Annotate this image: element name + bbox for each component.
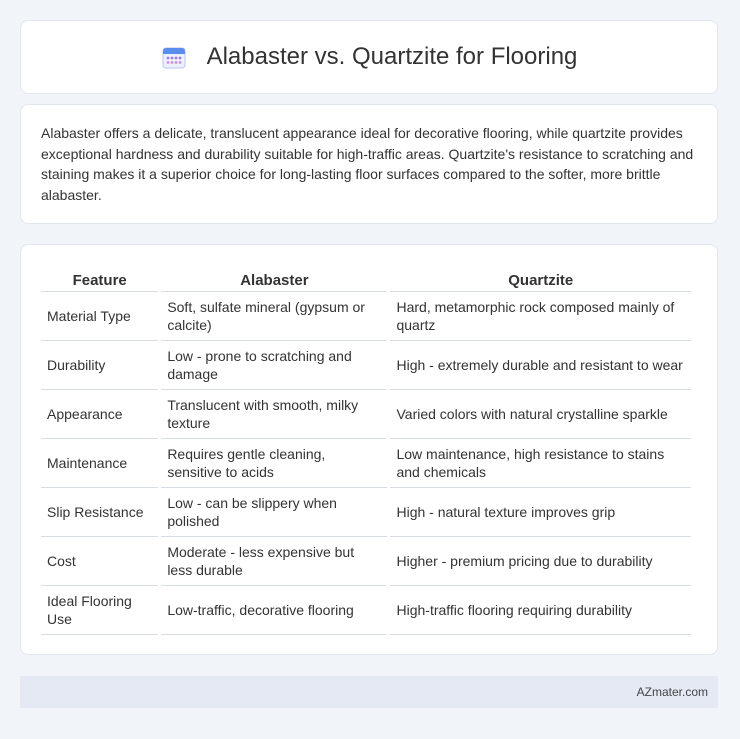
table-row [41,292,691,341]
comparison-table-card [20,244,718,655]
cell-feature: Slip Resistance [41,488,158,537]
cell-feature: Cost [41,537,158,586]
table-row [41,341,691,390]
footer [20,676,718,708]
cell-feature: Maintenance [41,439,158,488]
table-row [41,390,691,439]
header-feature: Feature [41,263,158,292]
cell-alabaster: Moderate - less expensive but less durable [161,537,387,586]
cell-quartzite: High - extremely durable and resistant to wear [390,341,691,390]
cell-feature: Appearance [41,390,158,439]
summary-card [20,104,718,224]
title-card [20,20,718,94]
comparison-table [38,263,694,635]
calendar-icon [161,44,187,70]
table-row [41,488,691,537]
cell-feature: Ideal Flooring Use [41,586,158,635]
cell-alabaster: Low-traffic, decorative flooring [161,586,387,635]
header-quartzite: Quartzite [390,263,691,292]
cell-alabaster: Translucent with smooth, milky texture [161,390,387,439]
header-alabaster: Alabaster [161,263,387,292]
cell-quartzite: Hard, metamorphic rock composed mainly of quartz [390,292,691,341]
cell-quartzite: High - natural texture improves grip [390,488,691,537]
cell-alabaster: Requires gentle cleaning, sensitive to acids [161,439,387,488]
table-header-row [41,263,691,292]
cell-alabaster: Low - prone to scratching and damage [161,341,387,390]
table-row [41,537,691,586]
cell-feature: Material Type [41,292,158,341]
cell-quartzite: Varied colors with natural crystalline sparkle [390,390,691,439]
table-row [41,586,691,635]
cell-quartzite: Low maintenance, high resistance to stains and chemicals [390,439,691,488]
cell-alabaster: Soft, sulfate mineral (gypsum or calcite) [161,292,387,341]
cell-feature: Durability [41,341,158,390]
summary-text: Alabaster offers a delicate, translucent appearance ideal for decorative flooring, while quartzite provides exceptional hardness and durability suitable for high-traffic areas. Quartzite's resistance to scratching and staining makes it a superior choice for long-lasting floor surfaces compared to the softer, more brittle alabaster. [41,125,694,203]
cell-quartzite: Higher - premium pricing due to durability [390,537,691,586]
cell-quartzite: High-traffic flooring requiring durability [390,586,691,635]
footer-brand[interactable]: AZmater.com [636,685,708,699]
table-row [41,439,691,488]
page-title: Alabaster vs. Quartzite for Flooring [206,43,578,70]
cell-alabaster: Low - can be slippery when polished [161,488,387,537]
